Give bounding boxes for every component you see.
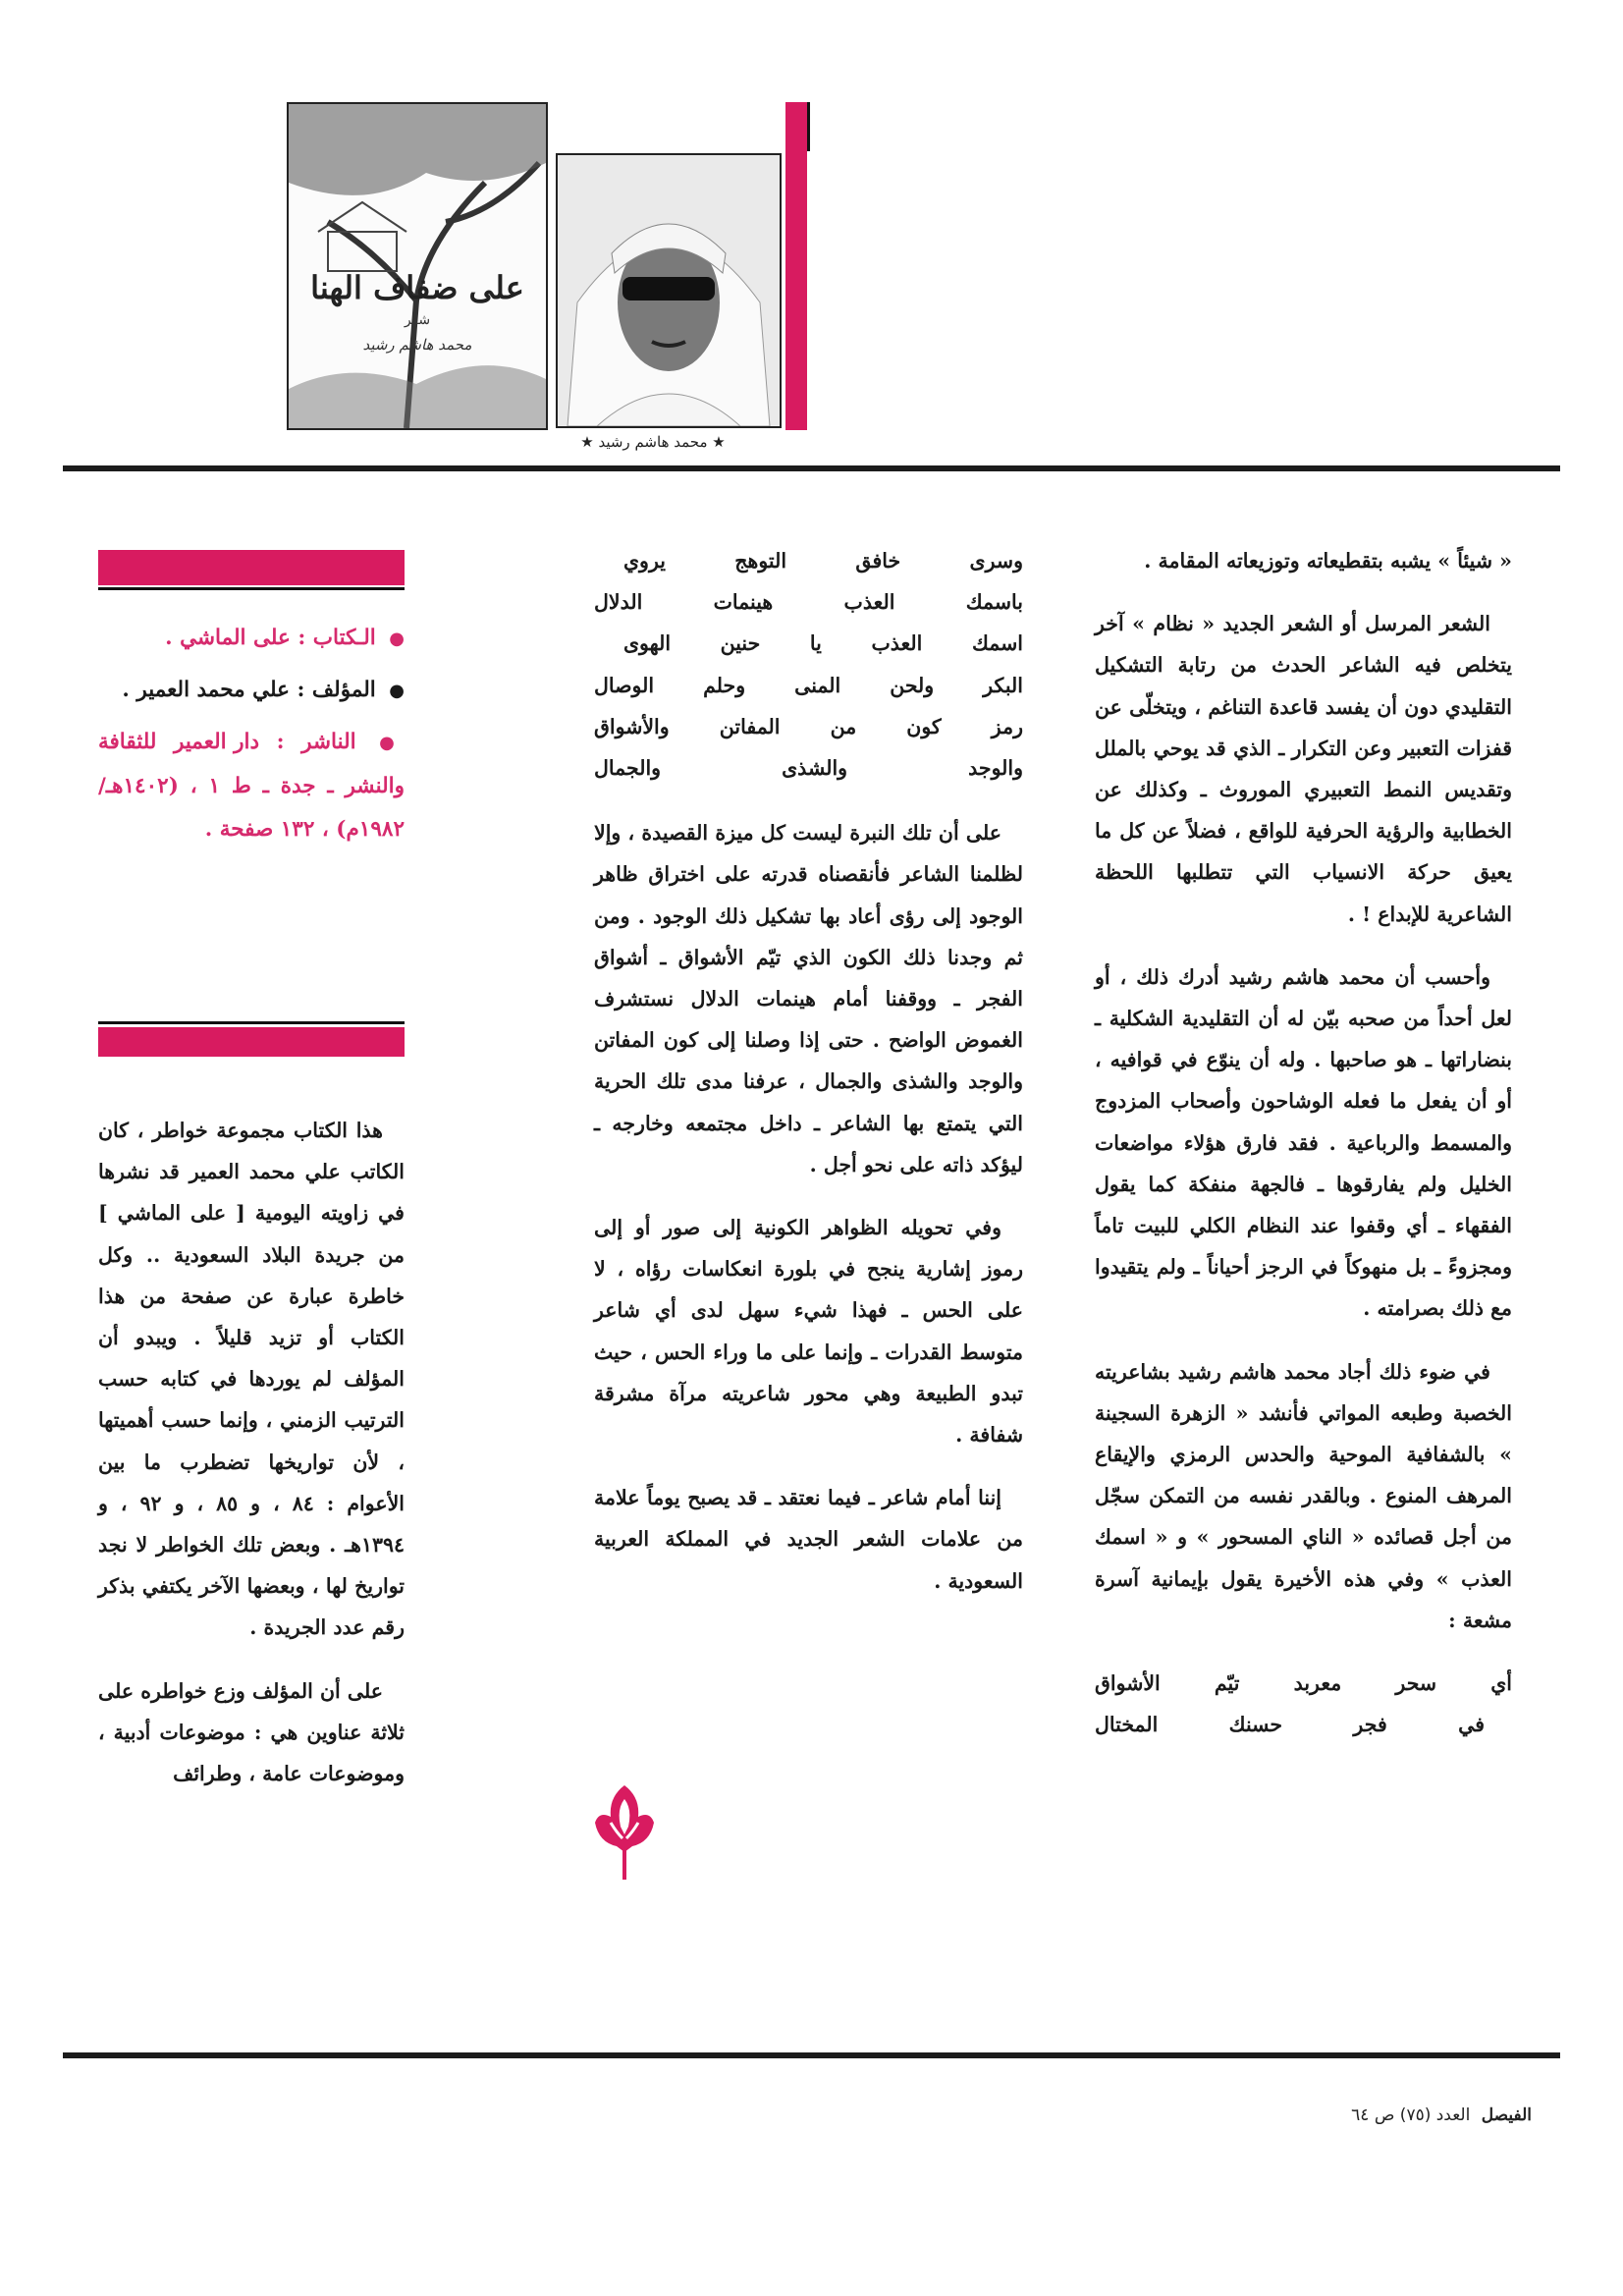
bullet-icon: ● <box>389 681 405 701</box>
verse-line: والوجد والشذى والجمال <box>594 756 1023 781</box>
magazine-logo: الفيصل <box>1481 2105 1532 2125</box>
book-cover-title: على ضفاف الهنا <box>310 269 524 306</box>
column-right <box>1095 540 1512 1769</box>
info-box-pink-band-top <box>98 550 405 585</box>
info-author-value: علي محمد العمير . <box>122 678 290 702</box>
info-book-value: على الماشي . <box>165 626 291 650</box>
paragraph: الشعر المرسل أو الشعر الجديد « نظام » آخر يتخلص فيه الشاعر الحدث من رتابة التشكيل التقليدي دون أن يفسد قاعدة التناغم ، ويتخلّى عن قفزات التعبير وعن التكرار ـ الذي قد يوحي بالملل وتقديس النمط التعبيري الموروث ـ وكذلك عن الخطابية والرؤية الحرفية للواقع ، فضلاً عن كل ما يعيق حركة الانسياب التي تتطلبها اللحظة الشاعرية للإبداع ! . <box>1095 612 1512 926</box>
author-portrait-photo <box>556 153 782 428</box>
info-publisher-label: الناشر : <box>276 730 356 754</box>
paragraph: إننا أمام شاعر ـ فيما نعتقد ـ قد يصبح يوماً علامة من علامات الشعر الجديد في المملكة العربية السعودية . <box>594 1486 1023 1593</box>
portrait-illustration <box>558 155 780 426</box>
bullet-icon: ● <box>389 629 405 649</box>
info-author-label: المؤلف : <box>297 678 376 702</box>
bullet-icon: ● <box>379 733 405 753</box>
verse-line: البكر ولحن المنى وحلم الوصال <box>594 673 1023 697</box>
info-author-line <box>98 669 405 713</box>
poem-verse <box>1095 1663 1512 1745</box>
paragraph: وأحسب أن محمد هاشم رشيد أدرك ذلك ، أو لعل أحداً من صحبه بيّن له أن التقليدية الشكلية ـ بنضاراتها ـ هو صاحبها . وله أن ينوّع في قوافيه ، أو أن يفعل ما فعله الوشاحون وأصحاب المزدوج والمسمط والرباعية . فقد فارق هؤلاء مواضعات الخليل ولم يفارقوها ـ فالجهة منفكة كما يقول الفقهاء ـ أي وقفوا عند النظام الكلي للبيت تاماً ومجزوءً ـ بل منهوكاً في الرجز أحياناً ـ ولم يتقيدوا مع ذلك بصرامته . <box>1095 964 1512 1321</box>
info-book-label: الـكتاب : <box>298 626 376 650</box>
top-divider-rule <box>63 465 1560 471</box>
book-cover-author: محمد هاشم رشيد <box>362 336 472 354</box>
verse-line: رمز كون من المفاتن والأشواق <box>594 714 1023 738</box>
decorative-pink-bar-top <box>785 102 807 430</box>
info-book-line <box>98 617 405 661</box>
paragraph: في ضوء ذلك أجاد محمد هاشم رشيد بشاعريته الخصبة وطبعه المواتي فأنشد « الزهرة السجينة » بالشفافية الموحية والحدس الرمزي والإيقاع المرهف المنوع . وبالقدر نفسه من التمكن سجّل من أجل قصائده « الناي المسحور » و « اسمك العذب » وفي هذه الأخيرة يقول بإيمانية آسرة مشعة : <box>1095 1359 1512 1632</box>
info-box-bottom-rule <box>98 1021 405 1024</box>
paragraph: على أن المؤلف وزع خواطره على ثلاثة عناوين هي : موضوعات أدبية ، وموضوعات عامة ، وطرائف <box>98 1678 405 1786</box>
decorative-black-edge <box>807 102 810 151</box>
paragraph: هذا الكتاب مجموعة خواطر ، كان الكاتب علي محمد العمير قد نشرها في زاويته اليومية [ على الماشي ] من جريدة البلاد السعودية .. وكل خاطرة عبارة عن صفحة من هذا الكتاب أو تزيد قليلاً . ويبدو أن المؤلف لم يوردها في كتابه حسب الترتيب الزمني ، وإنما حسب أهميتها ، لأن تواريخها تضطرب ما بين الأعوام : ٨٤ ، و ٨٥ ، و ٩٢ ، و ١٣٩٤هـ . وبعض تلك الخواطر لا نجد تواريخ لها ، وبعضها الآخر يكتفي بذكر رقم عدد الجريدة . <box>98 1119 405 1640</box>
info-box-pink-band-bottom <box>98 1027 405 1057</box>
photo-caption: ★ محمد هاشم رشيد ★ <box>580 433 726 451</box>
book-info-box <box>98 617 405 859</box>
page-footer <box>1257 2105 1532 2125</box>
book-cover-illustration <box>289 104 546 428</box>
info-box-top-rule <box>98 587 405 590</box>
verse-line: أي سحر معربد تيّم الأشواق <box>1095 1671 1512 1696</box>
book-cover-image <box>287 102 548 430</box>
paragraph: على أن تلك النبرة ليست كل ميزة القصيدة ، وإلا لظلمنا الشاعر فأنقصناه قدرته على اختراق ظاهر الوجود إلى رؤى أعاد بها تشكيل ذلك الوجود . ومن ثم وجدنا ذلك الكون الذي تيّم الأشواق ـ أشواق الفجر ـ ووقفنا أمام هينمات الدلال نستشرف الغموض الواضح . حتى إذا وصلنا إلى كون المفاتن والوجد والشذى والجمال ، عرفنا مدى تلك الحرية التي يتمتع بها الشاعر ـ داخل مجتمعه وخارجه ـ ليؤكد ذاته على نحو أجل . <box>594 821 1023 1176</box>
paragraph: « شيئاً » يشبه بتقطيعاته وتوزيعاته المقامة . <box>1144 549 1512 573</box>
verse-line: اسمك العذب يا حنين الهوى <box>623 631 1023 656</box>
info-publisher-line <box>98 721 405 851</box>
verse-line: باسمك العذب هينمات الدلال <box>594 590 1023 615</box>
verse-line: وسرى خافق التوهج يروي <box>623 549 1023 573</box>
issue-page-number: العدد (٧٥) ص ٦٤ <box>1351 2105 1471 2125</box>
column-left <box>98 1110 405 1816</box>
column-middle <box>594 540 1023 1623</box>
rose-ornament-icon <box>589 1777 660 1886</box>
verse-line: في فجر حسنك المختال <box>1095 1713 1485 1737</box>
poem-verse <box>594 540 1023 789</box>
paragraph: وفي تحويله الظواهر الكونية إلى صور أو إلى رموز إشارية ينجح في بلورة انعكاسات رؤاه ، لا على الحس ـ فهذا شيء سهل لدى أي شاعر متوسط القدرات ـ وإنما على ما وراء الحس ، حيث تبدو الطبيعة وهي محور شاعريته مرآة مشرقة شفافة . <box>594 1216 1023 1448</box>
book-cover-genre: شعر <box>404 312 431 328</box>
bottom-divider-rule <box>63 2052 1560 2058</box>
info-publisher-value: دار العمير للثقافة والنشر ـ جدة ـ ط ١ ، (١٤٠٢هـ/ ١٩٨٢م) ، ١٣٢ صفحة . <box>98 730 405 842</box>
